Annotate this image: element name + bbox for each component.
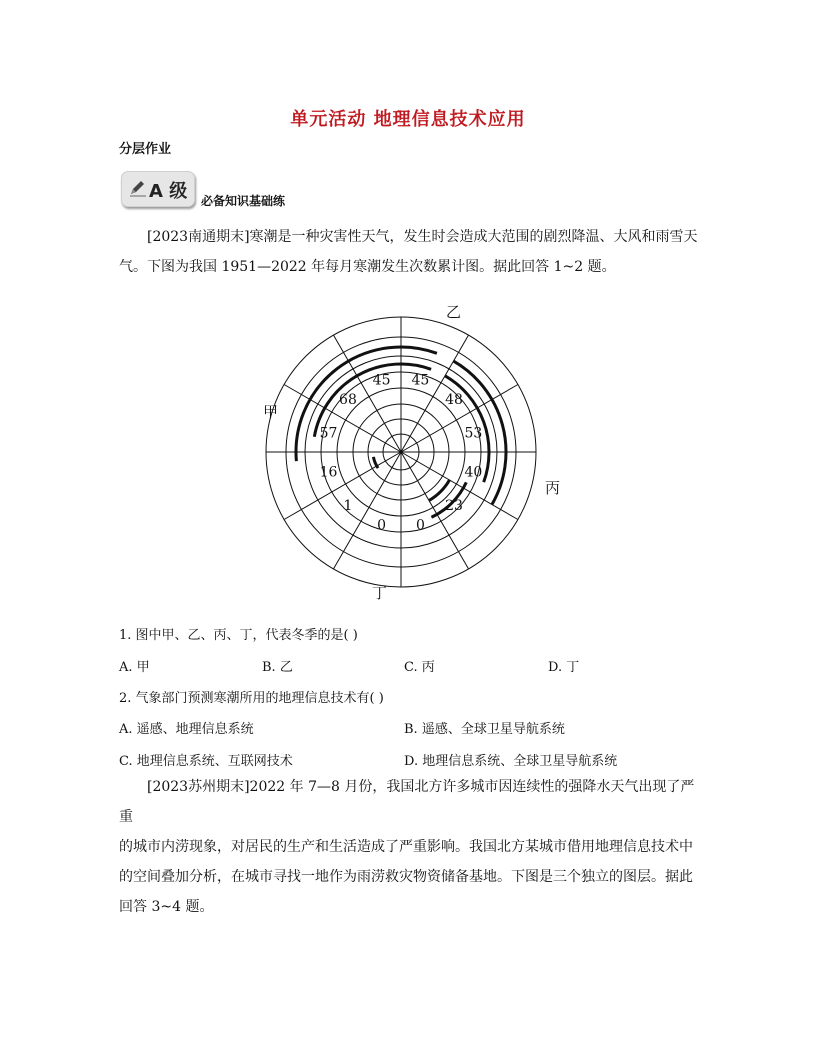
value-label-12: 45 (372, 372, 391, 389)
pencil-icon (128, 178, 148, 198)
q1-option-a[interactable]: A. 甲 (119, 660, 150, 675)
chart-grid (266, 317, 536, 587)
badge-caption: 必备知识基础练 (201, 194, 286, 208)
q2-option-c[interactable]: C. 地理信息系统、互联网技术 (119, 754, 293, 769)
intro-paragraph-1 (119, 222, 699, 282)
intro-2-line-1: [2023苏州期末]2022 年 7—8 月份，我国北方许多城市因连续性的强降水天气出现了严重 (119, 779, 695, 825)
value-label-9: 16 (319, 464, 338, 481)
value-label-7: 0 (377, 517, 387, 534)
q1-option-b[interactable]: B. 乙 (262, 660, 293, 675)
intro-2-line-2: 的城市内涝现象，对居民的生产和生活造成了严重影响。我国北方某城市借用地理信息技术中 (119, 839, 693, 855)
value-label-2: 48 (445, 391, 463, 408)
section-heading: 分层作业 (119, 142, 172, 157)
value-label-6: 0 (415, 517, 425, 534)
page-title: 单元活动 地理信息技术应用 (290, 109, 526, 130)
q1-option-d[interactable]: D. 丁 (548, 660, 580, 675)
intro-1-line-2: 气。下图为我国 1951—2022 年每月寒潮发生次数累计图。据此回答 1~2 题。 (119, 259, 616, 275)
value-label-3: 53 (464, 425, 483, 442)
quadrant-label-yi: 乙 (446, 303, 462, 321)
q2-option-b[interactable]: B. 遥感、全球卫星导航系统 (404, 722, 565, 737)
value-label-10: 57 (319, 425, 338, 442)
intro-2-line-4: 回答 3~4 题。 (119, 899, 214, 915)
q1-option-c[interactable]: C. 丙 (404, 660, 435, 675)
value-label-1: 45 (411, 372, 430, 389)
intro-1-line-1: [2023南通期末]寒潮是一种灾害性天气，发生时会造成大范围的剧烈降温、大风和雨雪天 (147, 229, 698, 245)
badge-level-label: A 级 (149, 181, 188, 202)
level-badge (121, 171, 195, 207)
quadrant-label-jia: 甲 (263, 403, 279, 421)
arc-center-west (373, 457, 378, 468)
cold-wave-polar-chart (260, 300, 561, 610)
question-1-stem: 1. 图中甲、乙、丙、丁，代表冬季的是( ) (119, 628, 358, 643)
quadrant-label-bing: 丙 (545, 479, 561, 497)
q2-option-a[interactable]: A. 遥感、地理信息系统 (119, 722, 254, 737)
quadrant-label-ding: 丁 (372, 584, 388, 602)
value-label-11: 68 (339, 391, 357, 408)
q2-option-d[interactable]: D. 地理信息系统、全球卫星导航系统 (404, 754, 618, 769)
value-label-4: 40 (464, 464, 483, 481)
question-2-stem: 2. 气象部门预测寒潮所用的地理信息技术有( ) (119, 691, 384, 706)
intro-paragraph-2 (119, 772, 699, 922)
value-label-5: 23 (445, 498, 463, 515)
intro-2-line-3: 的空间叠加分析，在城市寻找一地作为雨涝救灾物资储备基地。下图是三个独立的图层。据此 (119, 869, 693, 885)
value-label-8: 1 (343, 498, 353, 515)
